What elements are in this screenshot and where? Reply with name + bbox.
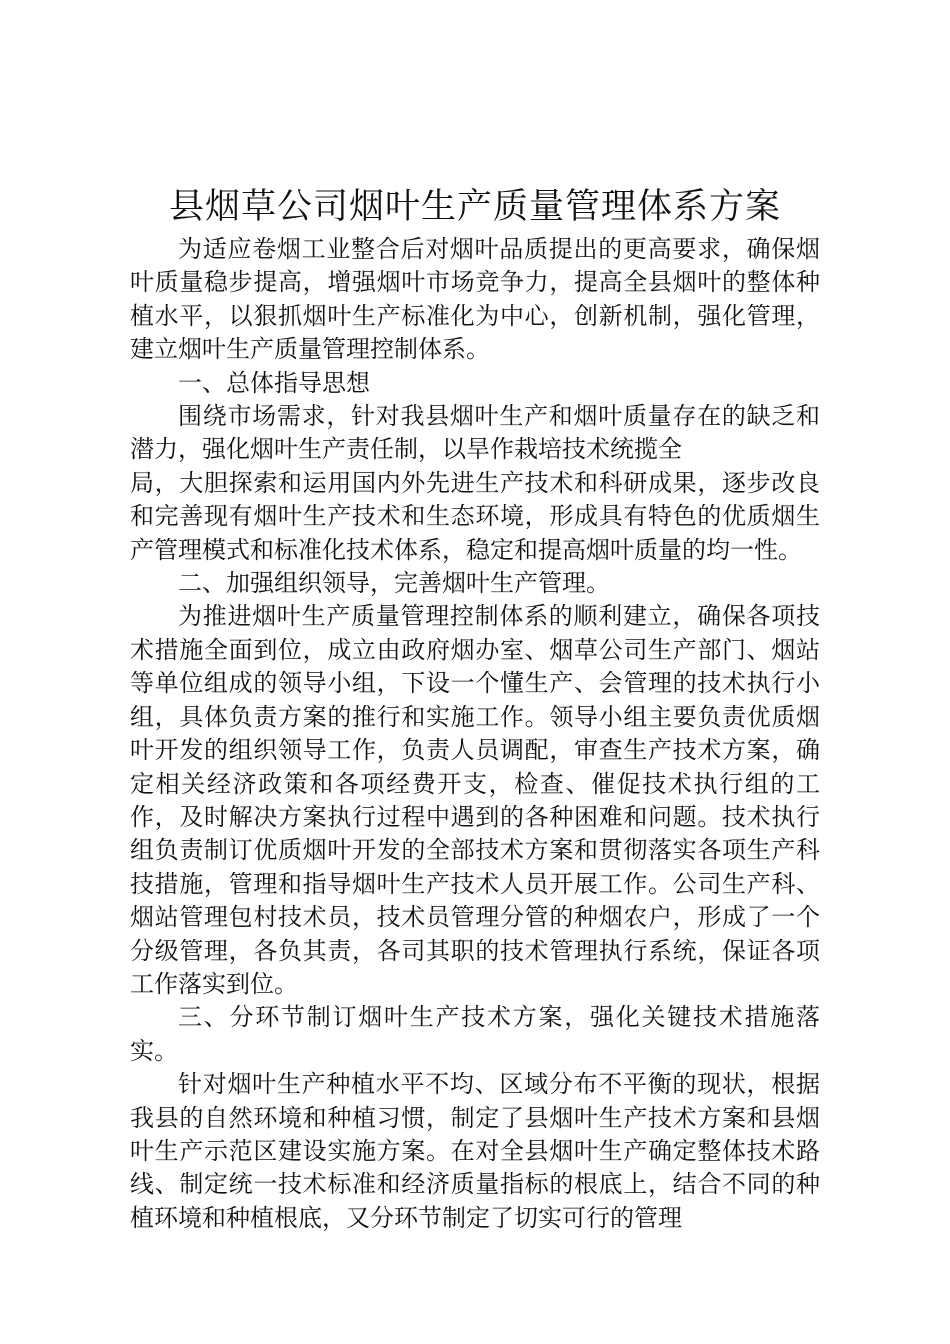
section1-heading: 一、总体指导思想 — [178, 368, 370, 397]
section3-paragraph: 针对烟叶生产种植水平不均、区域分布不平衡的现状，根据我县的自然环境和种植习惯，制定了县烟叶生产技术方案和县烟叶生产示范区建设实施方案。在对全县烟叶生产确定整体技术路线、制定统一技术标准和经济质量指标的根底上，结合不同的种植环境和种植根底，又分环节制定了切实可行的管理 — [130, 1070, 820, 1232]
section2-paragraph: 为推进烟叶生产质量管理控制体系的顺利建立，确保各项技术措施全面到位，成立由政府烟办室、烟草公司生产部门、烟站等单位组成的领导小组，下设一个懂生产、会管理的技术执行小组，具体负责方案的推行和实施工作。领导小组主要负责优质烟叶开发的组织领导工作，负责人员调配，审查生产技术方案，确定相关经济政策和各项经费开支，检查、催促技术执行组的工作，及时解决方案执行过程中遇到的各种困难和问题。技术执行组负责制订优质烟叶开发的全部技术方案和贯彻落实各项生产科技措施，管理和指导烟叶生产技术人员开展工作。公司生产科、烟站管理包村技术员，技术员管理分管的种烟农户，形成了一个分级管理，各负其责，各司其职的技术管理执行系统，保证各项工作落实到位。 — [130, 602, 820, 998]
document-page — [130, 183, 820, 1235]
intro-paragraph: 为适应卷烟工业整合后对烟叶品质提出的更高要求，确保烟叶质量稳步提高，增强烟叶市场竞争力，提高全县烟叶的整体种植水平，以狠抓烟叶生产标准化为中心，创新机制，强化管理，建立烟叶生产质量管理控制体系。 — [130, 235, 820, 364]
document-title: 县烟草公司烟叶生产质量管理体系方案 — [168, 187, 781, 227]
section3-heading: 三、分环节制订烟叶生产技术方案，强化关键技术措施落实。 — [130, 1003, 820, 1065]
section2-heading: 二、加强组织领导，完善烟叶生产管理。 — [178, 569, 610, 598]
section1-paragraph-a: 围绕市场需求，针对我县烟叶生产和烟叶质量存在的缺乏和潜力，强化烟叶生产责任制，以旱作栽培技术统揽全 — [130, 402, 820, 464]
section1-paragraph-b: 局，大胆探索和运用国内外先进生产技术和科研成果，逐步改良和完善现有烟叶生产技术和生态环境，形成具有特色的优质烟生产管理模式和标准化技术体系，稳定和提高烟叶质量的均一性。 — [130, 468, 820, 564]
